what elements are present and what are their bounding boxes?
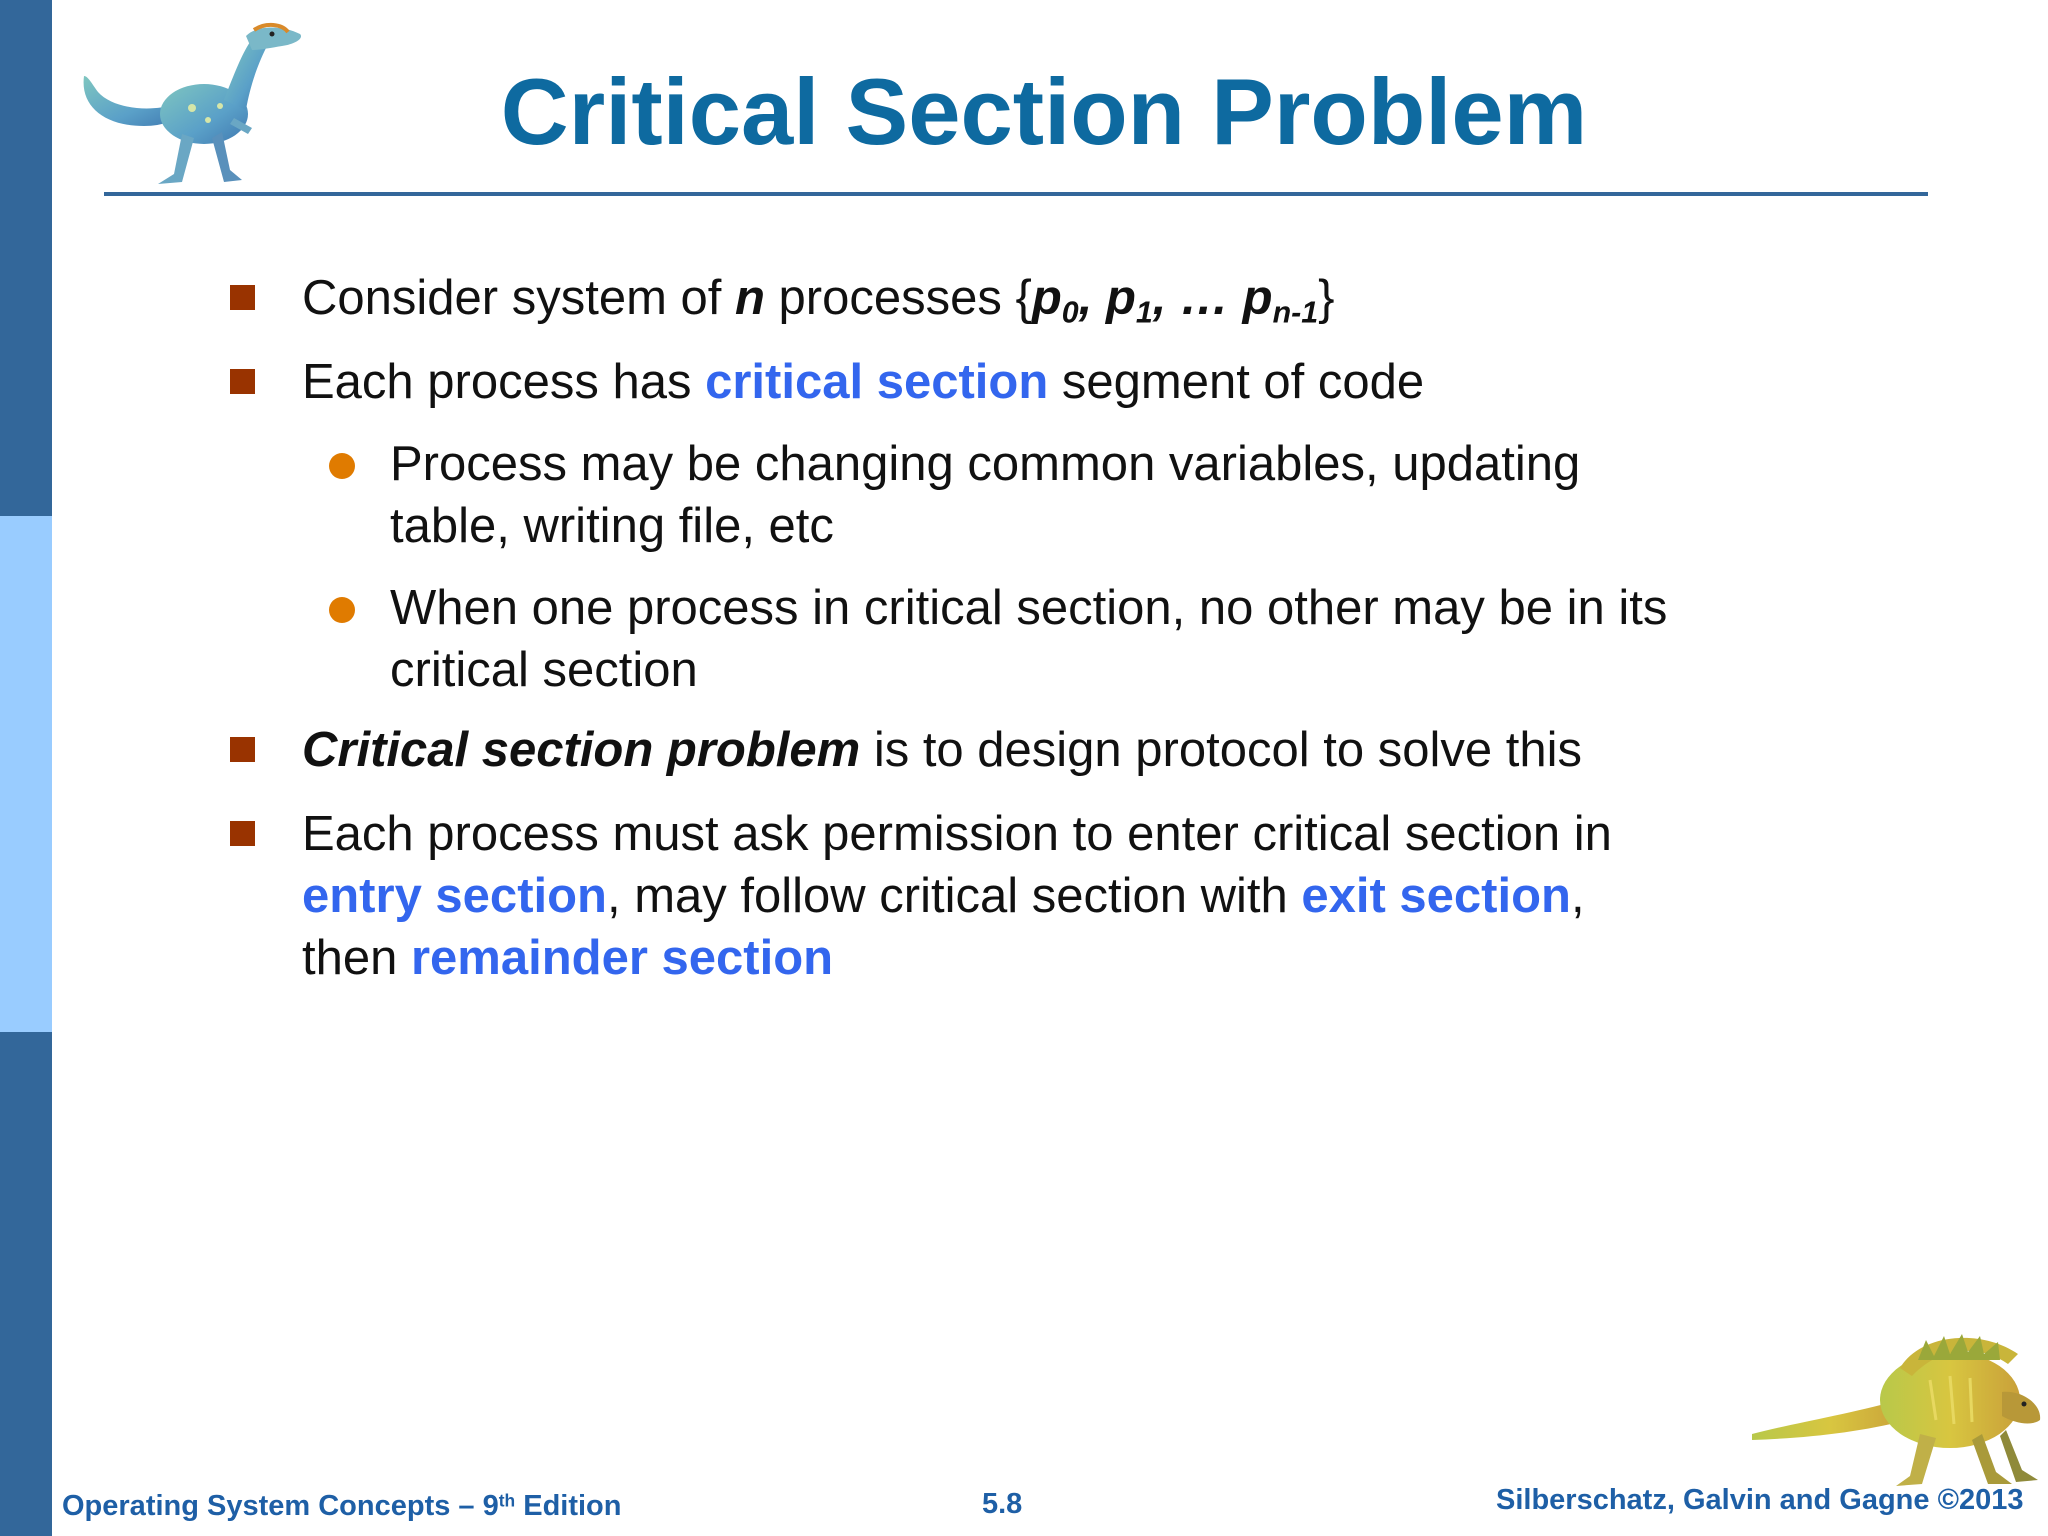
text: then — [302, 931, 411, 985]
bullet-each-process — [302, 351, 1424, 413]
round-bullet-icon — [329, 453, 355, 479]
text: , may follow critical section with — [606, 869, 1302, 923]
line: table, writing file, etc — [390, 499, 834, 553]
comma: , — [1078, 271, 1106, 325]
var-p1: $p_1$ — [1105, 271, 1153, 330]
text: is to design protocol to solve this — [860, 723, 1582, 777]
line: Process may be changing common variables, updating — [390, 437, 1581, 491]
bullet-critical-section-problem — [302, 719, 1582, 781]
subbullet-common-variables — [390, 433, 1580, 557]
round-bullet-icon — [329, 597, 355, 623]
var-n: n — [735, 271, 765, 325]
text: segment of code — [1048, 355, 1425, 409]
square-bullet-icon — [230, 369, 255, 394]
square-bullet-icon — [230, 285, 255, 310]
var-p0: $p_0$ — [1031, 271, 1079, 330]
footer-slide-number: 5.8 — [982, 1488, 1023, 1520]
subbullet-one-process — [390, 577, 1667, 701]
text: Each process has — [302, 355, 706, 409]
bullet-consider-system — [302, 267, 1335, 329]
dinosaur-bottom-icon — [1750, 1320, 2048, 1496]
text: processes { — [764, 271, 1032, 325]
square-bullet-icon — [230, 737, 255, 762]
text: , — [1570, 869, 1585, 923]
line: When one process in critical section, no other may be in its — [390, 581, 1668, 635]
line — [302, 865, 1612, 927]
term-exit-section: exit section — [1301, 869, 1571, 923]
ellipsis: , … — [1152, 271, 1243, 325]
footer-book-title: Operating System Concepts – 9th Edition — [62, 1490, 622, 1522]
line — [302, 927, 1612, 989]
slide-title: Critical Section Problem — [500, 59, 1588, 164]
term-critical-section-problem: Critical section problem — [302, 723, 861, 777]
bullet-ask-permission — [302, 803, 1612, 989]
term-critical-section: critical section — [705, 355, 1049, 409]
term-entry-section: entry section — [302, 869, 607, 923]
square-bullet-icon — [230, 821, 255, 846]
var-pn: $p_{n-1}$ — [1242, 271, 1319, 330]
text: Consider system of — [302, 271, 735, 325]
text: } — [1318, 271, 1335, 325]
line: Each process must ask permission to enter critical section in — [302, 807, 1612, 861]
footer-authors: Silberschatz, Galvin and Gagne ©2013 — [1496, 1484, 2024, 1516]
line: critical section — [390, 643, 698, 697]
term-remainder-section: remainder section — [410, 931, 834, 985]
